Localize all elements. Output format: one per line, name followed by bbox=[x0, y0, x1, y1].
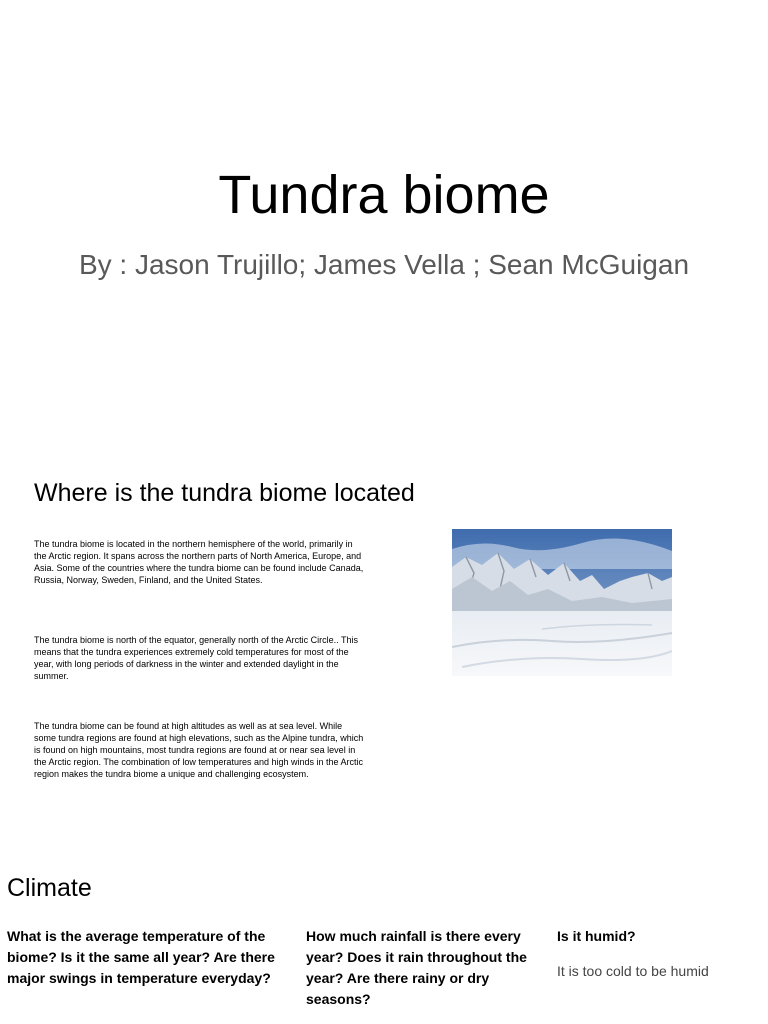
location-heading: Where is the tundra biome located bbox=[34, 479, 415, 507]
title-slide bbox=[0, 0, 768, 420]
climate-slide bbox=[0, 860, 768, 1024]
climate-heading: Climate bbox=[7, 874, 92, 902]
location-slide bbox=[0, 440, 768, 840]
humidity-answer: It is too cold to be humid bbox=[557, 963, 709, 979]
location-paragraph-hemisphere: The tundra biome is located in the northern hemisphere of the world, primarily in the Arctic region. It spans across the northern parts of North America, Europe, and Asia. Some of the countries where the tundra biome can be found include Canada, Russia, Norway, Sweden, Finland, and the United States. bbox=[34, 539, 364, 585]
location-paragraph-altitude: The tundra biome can be found at high altitudes as well as at sea level. While some tundra regions are found at high elevations, such as the Alpine tundra, which is found on high mountains, most tundra regions are found at or near sea level in the Arctic region. The combination of low temperatures and high winds in the Arctic region makes the tundra biome a unique and challenging ecosystem. bbox=[34, 721, 364, 779]
snowy-mountain-landscape-icon bbox=[452, 529, 672, 676]
snowy-mountain-image bbox=[452, 529, 672, 676]
rainfall-question: How much rainfall is there every year? Does it rain throughout the year? Are there rainy or dry seasons? bbox=[306, 928, 527, 1007]
humidity-question: Is it humid? bbox=[557, 928, 636, 944]
temperature-question: What is the average temperature of the biome? Is it the same all year? Are there major swings in temperature everyday? bbox=[7, 928, 275, 986]
location-paragraph-arctic-circle: The tundra biome is north of the equator, generally north of the Arctic Circle.. This means that the tundra experiences extremely cold temperatures for most of the year, with long periods of darkness in the winter and extended daylight in the summer. bbox=[34, 635, 359, 681]
authors-subtitle: By : Jason Trujillo; James Vella ; Sean McGuigan bbox=[78, 249, 690, 280]
page-title: Tundra biome bbox=[218, 165, 550, 225]
